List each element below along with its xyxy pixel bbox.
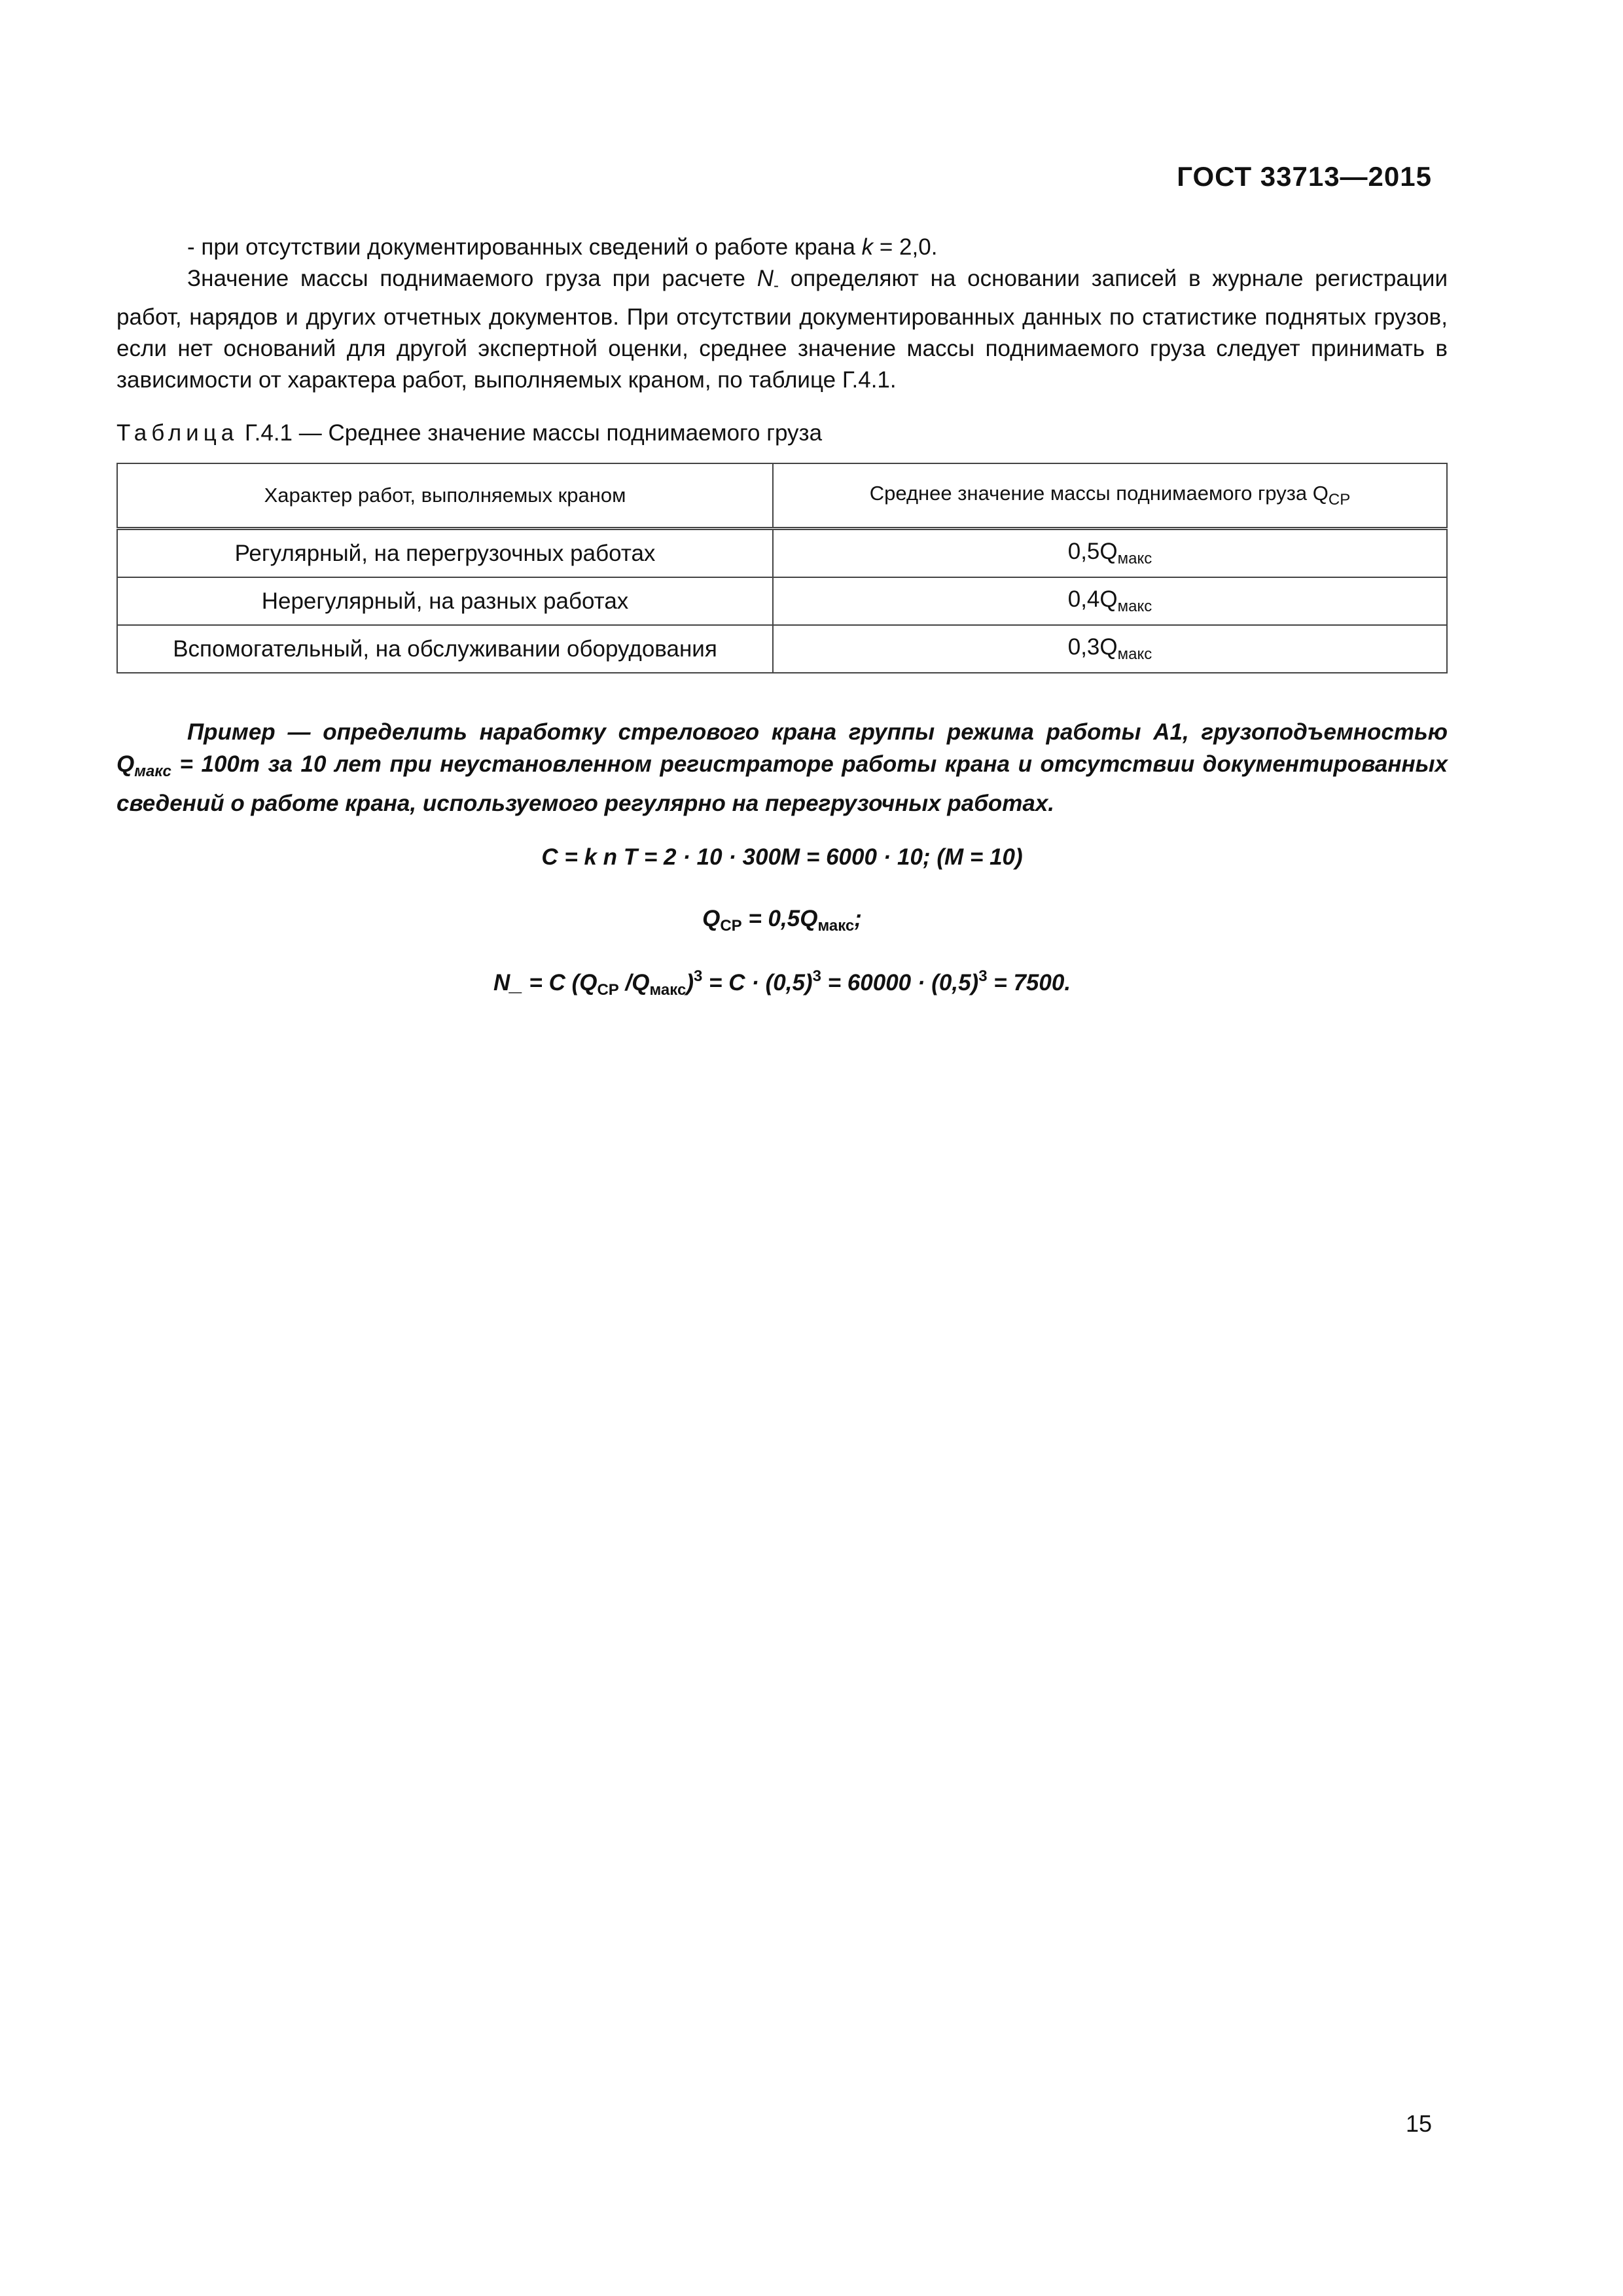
bullet-value: = 2,0. (873, 234, 938, 260)
column-header-sub: СР (1328, 491, 1351, 509)
table-caption-label: Таблица (116, 420, 239, 446)
bullet-text: - при отсутствии документированных сведений о работе крана (187, 234, 862, 260)
paragraph-variable: N (757, 266, 774, 291)
bullet-item (116, 232, 1448, 263)
document-code: ГОСТ 33713—2015 (1177, 161, 1432, 192)
body-text (116, 232, 1448, 396)
table-cell-label: Нерегулярный, на разных работах (117, 577, 773, 625)
formula-sub: СР (720, 917, 742, 935)
formula-part: /Q (618, 970, 650, 996)
formula-part: N_ = C (Q (493, 970, 597, 996)
formula-sup: 3 (812, 967, 821, 985)
table-row (117, 577, 1447, 625)
example-text: Пример — определить наработку стрелового крана группы режима работы А1, грузоподъемностью Q (116, 719, 1448, 777)
cell-value: 0,5Q (1067, 539, 1118, 564)
paragraph-text: Значение массы поднимаемого груза при расчете (187, 266, 757, 291)
table-cell-value (773, 625, 1447, 673)
formula-part: = 0,5Q (741, 906, 818, 931)
cell-value-sub: макс (1117, 550, 1152, 567)
formula-sup: 3 (693, 967, 703, 985)
formula-part: = 60000 · (0,5) (821, 970, 979, 996)
paragraph-text-rest: определяют на основании записей в журнале регистрации работ, нарядов и других отчетных документов. При отсутствии документированных данных по статистике поднятых грузов, если нет оснований для другой экспертной оценки, среднее значение массы поднимаемого груза следует принимать в зависимости от характера работ, выполняемых краном, по таблице Г.4.1. (116, 266, 1448, 393)
mass-table (116, 463, 1448, 673)
page-number: 15 (1405, 2110, 1432, 2137)
table-caption-text: Г.4.1 — Среднее значение массы поднимаемого груза (238, 420, 823, 446)
formula-3 (116, 967, 1448, 999)
table-row (117, 625, 1447, 673)
paragraph (116, 263, 1448, 396)
cell-value: 0,3Q (1067, 634, 1118, 660)
table-row (117, 529, 1447, 578)
table-cell-label: Вспомогательный, на обслуживании оборудования (117, 625, 773, 673)
bullet-variable: k (861, 234, 874, 260)
table-cell-label: Регулярный, на перегрузочных работах (117, 529, 773, 578)
example-text-rest: = 100т за 10 лет при неустановленном регистраторе работы крана и отсутствии документированных сведений о работе крана, используемого регулярно на перегрузочных работах. (116, 751, 1448, 816)
formula-1: C = k n T = 2 · 10 · 300M = 6000 · 10; (M = 10) (541, 844, 1023, 870)
cell-value-sub: макс (1117, 598, 1152, 615)
formula-sub: макс (649, 981, 687, 999)
column-header: Характер работ, выполняемых краном (117, 463, 773, 529)
formula-part: = C · (0,5) (702, 970, 813, 996)
paragraph-variable-sub: - (774, 277, 779, 295)
column-header (773, 463, 1447, 529)
formula-sub: СР (597, 981, 619, 999)
formula-sub: макс (817, 917, 855, 935)
column-header-text: Среднее значение массы поднимаемого груза Q (869, 482, 1329, 505)
formula-part: ; (854, 906, 862, 931)
cell-value: 0,4Q (1067, 586, 1118, 612)
example-paragraph (116, 716, 1448, 819)
cell-value-sub: макс (1117, 645, 1152, 663)
table-cell-value (773, 577, 1447, 625)
table-cell-value (773, 529, 1447, 578)
formula-part: ) (686, 970, 694, 996)
formula-part: = 7500. (987, 970, 1071, 996)
formula-2 (116, 906, 1448, 935)
formula-part: Q (702, 906, 721, 931)
table-caption (116, 420, 822, 446)
example-sub: макс (134, 762, 171, 780)
formula-sup: 3 (978, 967, 988, 985)
table-header-row (117, 463, 1447, 529)
